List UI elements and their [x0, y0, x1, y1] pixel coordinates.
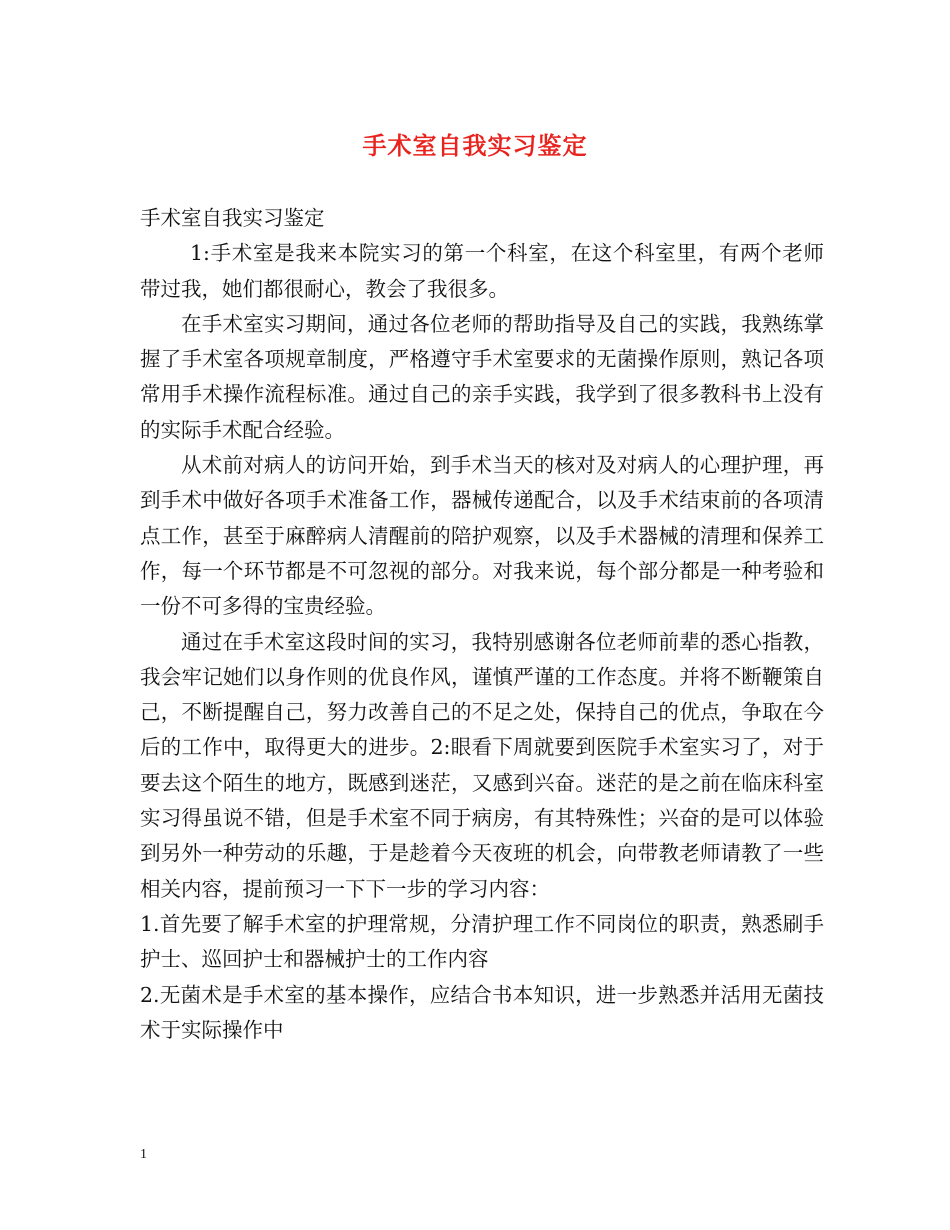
- document-title: 手术室自我实习鉴定: [362, 131, 588, 160]
- paragraph-3: 从术前对病人的访问开始，到手术当天的核对及对病人的心理护理，再到手术中做好各项手术准备工作，器械传递配合，以及手术结束前的各项清点工作，甚至于麻醉病人清醒前的陪护观察，以及手术器械的清理和保养工作，每一个环节都是不可忽视的部分。对我来说，每个部分都是一种考验和一份不可多得的宝贵经验。: [140, 453, 824, 619]
- document-body: [140, 201, 824, 1048]
- paragraph-2: 在手术室实习期间，通过各位老师的帮助指导及自己的实践，我熟练掌握了手术室各项规章制度，严格遵守手术室要求的无菌操作原则，熟记各项常用手术操作流程标准。通过自己的亲手实践，我学到了很多教科书上没有的实际手术配合经验。: [140, 311, 824, 442]
- paragraph-1: 1:手术室是我来本院实习的第一个科室，在这个科室里，有两个老师带过我，她们都很耐心，教会了我很多。: [140, 241, 824, 301]
- document-subtitle: 手术室自我实习鉴定: [140, 206, 325, 230]
- list-item-2: 2.无菌术是手术室的基本操作，应结合书本知识，进一步熟悉并活用无菌技术于实际操作中: [140, 982, 824, 1042]
- paragraph-4: 通过在手术室这段时间的实习，我特别感谢各位老师前辈的悉心指教，我会牢记她们以身作则的优良作风，谨慎严谨的工作态度。并将不断鞭策自己，不断提醒自己，努力改善自己的不足之处，保持自己的优点，争取在今后的工作中，取得更大的进步。2:眼看下周就要到医院手术室实习了，对于要去这个陌生的地方，既感到迷茫，又感到兴奋。迷茫的是之前在临床科室实习得虽说不错，但是手术室不同于病房，有其特殊性；兴奋的是可以体验到另外一种劳动的乐趣，于是趁着今天夜班的机会，向带教老师请教了一些相关内容，提前预习一下下一步的学习内容：: [140, 629, 824, 901]
- list-item-1: 1.首先要了解手术室的护理常规，分清护理工作不同岗位的职责，熟悉刷手护士、巡回护士和器械护士的工作内容: [140, 911, 824, 972]
- page-number: 1: [140, 1147, 147, 1162]
